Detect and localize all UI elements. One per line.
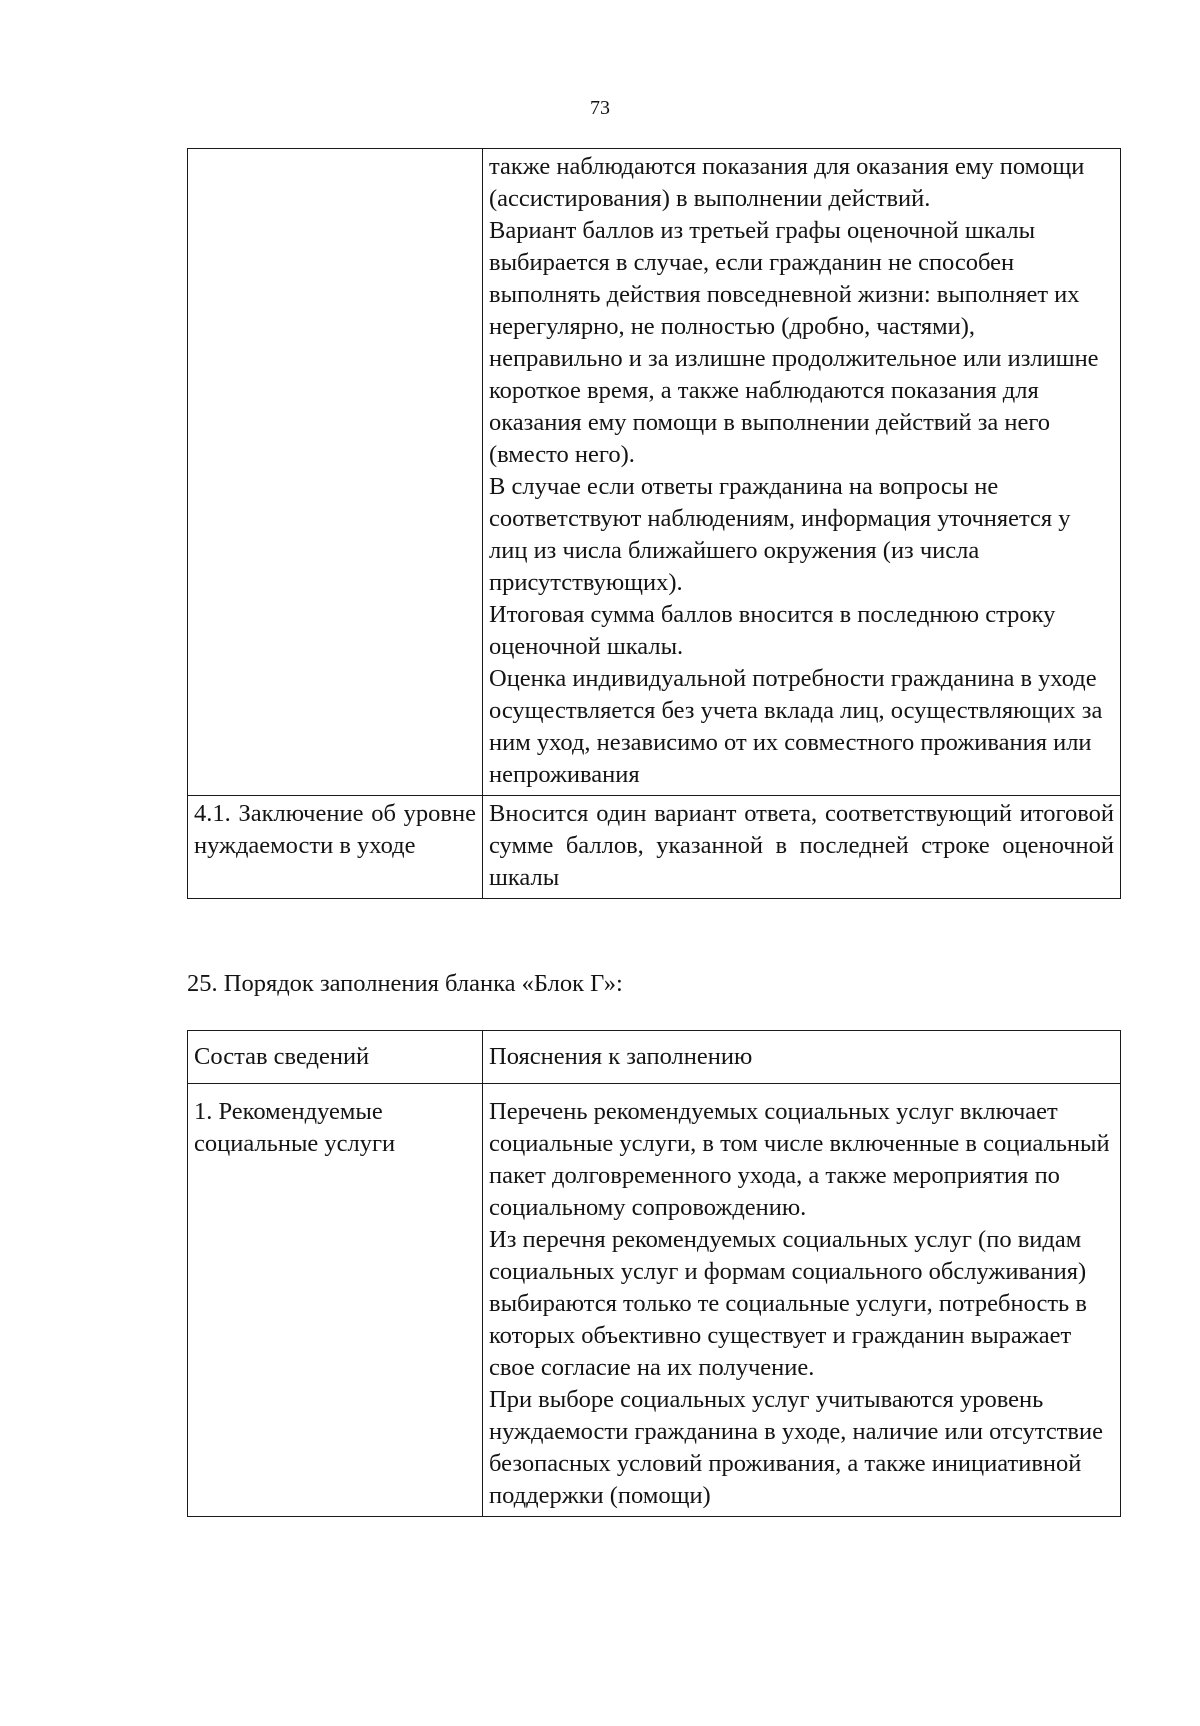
table-cell-item: 1. Рекомендуемые социальные услуги [188, 1084, 483, 1517]
paragraph: также наблюдаются показания для оказания ему помощи (ассистирования) в выполнении действий. [489, 153, 1085, 212]
table-cell-explanation [483, 149, 1121, 796]
table-cell-empty [188, 149, 483, 796]
paragraph: Итоговая сумма баллов вносится в последнюю строку оценочной шкалы. [489, 601, 1056, 660]
block-g-table [187, 1030, 1121, 1517]
table-header-row [188, 1031, 1121, 1084]
item-explanation: Вносится один вариант ответа, соответствующий итоговой сумме баллов, указанной в последней строке оценочной шкалы [489, 800, 1114, 891]
paragraph: Оценка индивидуальной потребности гражданина в уходе осуществляется без учета вклада лиц, осуществляющих за ним уход, независимо от их совместного проживания или непроживания [489, 665, 1103, 788]
table-row [188, 149, 1121, 796]
column-header-explanations: Пояснения к заполнению [483, 1031, 1121, 1084]
table-cell-explanation [483, 796, 1121, 899]
table-cell-explanation [483, 1084, 1121, 1517]
paragraph: При выборе социальных услуг учитываются уровень нуждаемости гражданина в уходе, наличие или отсутствие безопасных условий проживания, а также инициативной поддержки (помощи) [489, 1386, 1103, 1509]
paragraph: Перечень рекомендуемых социальных услуг включает социальные услуги, в том числе включенные в социальный пакет долговременного ухода, а также мероприятия по социальному сопровождению. [489, 1098, 1110, 1221]
paragraph: Вариант баллов из третьей графы оценочной шкалы выбирается в случае, если гражданин не способен выполнять действия повседневной жизни: выполняет их нерегулярно, не полностью (дробно, частями), неправильно и за излишне продолжительное или излишне короткое время, а также наблюдаются показания для оказания ему помощи в выполнении действий за него (вместо него). [489, 217, 1099, 468]
table-row [188, 1084, 1121, 1517]
table-cell-item [188, 796, 483, 899]
item-label: 4.1. Заключение об уровне нуждаемости в уходе [194, 800, 476, 859]
paragraph: В случае если ответы гражданина на вопросы не соответствуют наблюдениям, информация уточняется у лиц из числа ближайшего окружения (из числа присутствующих). [489, 473, 1071, 596]
column-header-composition: Состав сведений [188, 1031, 483, 1084]
page-number: 73 [590, 97, 610, 119]
explanation-table-continued [187, 148, 1121, 899]
paragraph: Из перечня рекомендуемых социальных услуг (по видам социальных услуг и формам социального обслуживания) выбираются только те социальные услуги, потребность в которых объективно существует и гражданин выражает свое согласие на их получение. [489, 1226, 1087, 1381]
section-heading: 25. Порядок заполнения бланка «Блок Г»: [187, 970, 623, 997]
table-row [188, 796, 1121, 899]
